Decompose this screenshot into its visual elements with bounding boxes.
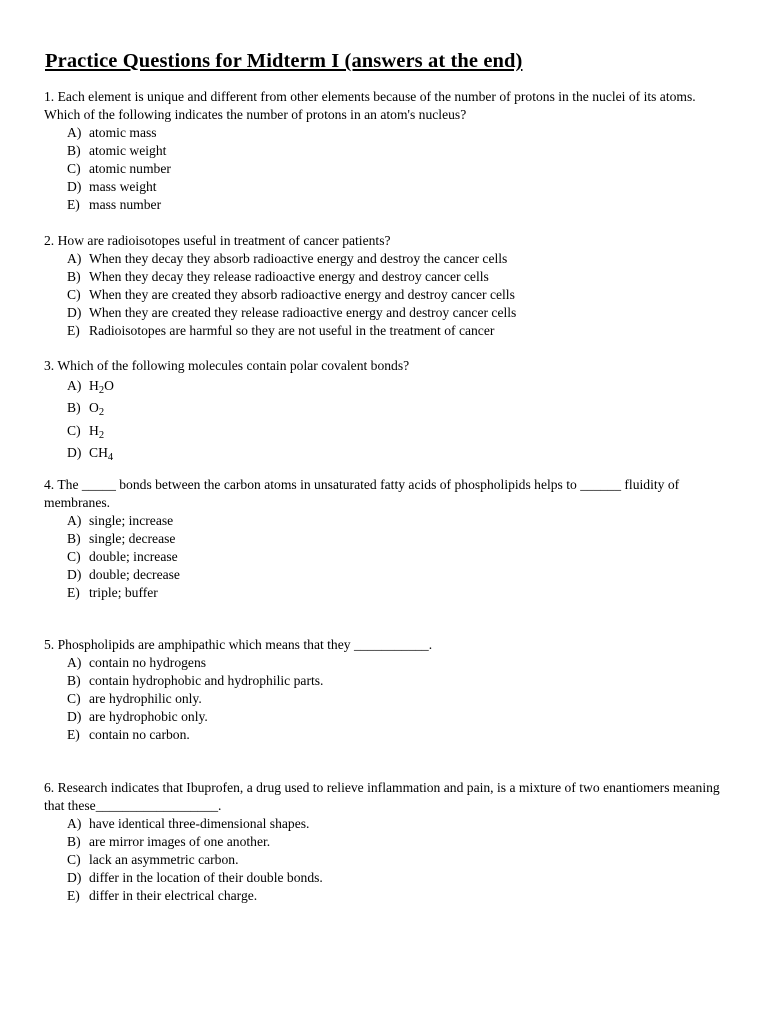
option-letter: D)	[67, 709, 82, 725]
answer-option	[67, 566, 728, 584]
answer-options	[44, 815, 728, 905]
formula-element: H	[89, 422, 99, 438]
answer-option	[67, 322, 728, 340]
question-6	[44, 779, 728, 905]
answer-option	[67, 887, 728, 905]
answer-option	[67, 178, 728, 196]
answer-option	[67, 815, 728, 833]
question-2	[44, 232, 728, 340]
option-text: triple; buffer	[89, 585, 158, 601]
option-letter: A)	[67, 655, 82, 671]
option-letter: B)	[67, 143, 81, 158]
chemical-formula	[89, 397, 104, 419]
answer-option	[67, 726, 728, 744]
option-text: single; decrease	[89, 531, 176, 547]
option-text: are hydrophobic only.	[89, 709, 208, 725]
option-text: atomic mass	[89, 125, 157, 140]
option-letter: B)	[67, 269, 81, 284]
answer-option	[67, 442, 728, 464]
option-letter: C)	[67, 852, 81, 868]
chemical-formula	[89, 420, 104, 442]
page-title: Practice Questions for Midterm I (answers at the end)	[45, 50, 523, 72]
question-stem: 6. Research indicates that Ibuprofen, a drug used to relieve inflammation and pain, is a mixture of two enantiomers meaning that these__________________.	[44, 780, 720, 814]
answer-option	[67, 548, 728, 566]
option-letter: A)	[67, 513, 82, 529]
option-letter: A)	[67, 125, 82, 140]
option-letter: C)	[67, 161, 81, 176]
answer-option	[67, 851, 728, 869]
option-text: contain no carbon.	[89, 727, 190, 743]
answer-options	[44, 375, 728, 464]
option-letter: D)	[67, 179, 82, 194]
answer-option	[67, 512, 728, 530]
option-text: differ in the location of their double bonds.	[89, 870, 323, 886]
question-1	[44, 88, 728, 214]
option-letter: D)	[67, 567, 82, 583]
formula-element: H	[89, 378, 99, 393]
option-text: lack an asymmetric carbon.	[89, 852, 239, 868]
option-text: When they are created they absorb radioactive energy and destroy cancer cells	[89, 287, 515, 302]
answer-option	[67, 250, 728, 268]
question-stem: 4. The _____ bonds between the carbon atoms in unsaturated fatty acids of phospholipids helps to ______ fluidity of membranes.	[44, 477, 680, 511]
option-text: double; increase	[89, 549, 178, 565]
answer-option	[67, 142, 728, 160]
option-letter: C)	[67, 691, 81, 707]
option-letter: E)	[67, 197, 80, 212]
option-text: contain no hydrogens	[89, 655, 207, 671]
option-text: are mirror images of one another.	[89, 834, 271, 850]
formula-subscript: 2	[98, 407, 105, 419]
answer-option	[67, 530, 728, 548]
question-stem: 5. Phospholipids are amphipathic which means that they ___________.	[44, 637, 433, 653]
answer-option	[67, 654, 728, 672]
formula-element: CH	[89, 444, 108, 460]
formula-element: O	[89, 400, 99, 416]
option-text: atomic weight	[89, 143, 167, 158]
chemical-formula	[89, 375, 114, 397]
option-text: atomic number	[89, 161, 171, 176]
question-4	[44, 476, 728, 602]
answer-option	[67, 196, 728, 214]
option-letter: E)	[67, 585, 80, 601]
answer-option	[67, 124, 728, 142]
question-stem: 1. Each element is unique and different from other elements because of the number of protons in the nuclei of its atoms. Which of the following indicates the number of protons in an atom's nucleus?	[44, 89, 696, 122]
question-3	[44, 357, 728, 464]
question-stem: 2. How are radioisotopes useful in treatment of cancer patients?	[44, 233, 391, 248]
answer-option	[67, 869, 728, 887]
option-letter: A)	[67, 251, 82, 266]
option-letter: B)	[67, 400, 81, 416]
option-letter: D)	[67, 305, 82, 320]
option-text: When they are created they release radioactive energy and destroy cancer cells	[89, 305, 517, 320]
answer-option	[67, 672, 728, 690]
option-text: mass weight	[89, 179, 157, 194]
option-letter: A)	[67, 378, 82, 393]
option-letter: B)	[67, 531, 81, 547]
option-letter: C)	[67, 422, 81, 438]
option-text: differ in their electrical charge.	[89, 888, 258, 904]
answer-options	[44, 654, 728, 744]
answer-option	[67, 708, 728, 726]
option-letter: E)	[67, 888, 80, 904]
option-letter: B)	[67, 673, 81, 689]
answer-option	[67, 286, 728, 304]
option-letter: E)	[67, 727, 80, 743]
option-text: contain hydrophobic and hydrophilic parts.	[89, 673, 324, 689]
answer-option	[67, 160, 728, 178]
option-letter: C)	[67, 287, 81, 302]
answer-options	[44, 124, 728, 214]
option-text: have identical three-dimensional shapes.	[89, 816, 310, 832]
formula-subscript: 2	[98, 429, 105, 441]
option-text: single; increase	[89, 513, 174, 529]
formula-subscript: 4	[107, 451, 114, 463]
formula-element: O	[104, 378, 114, 393]
option-letter: D)	[67, 444, 82, 460]
option-letter: E)	[67, 323, 80, 338]
option-letter: A)	[67, 816, 82, 832]
question-stem: 3. Which of the following molecules contain polar covalent bonds?	[44, 358, 410, 373]
answer-option	[67, 397, 728, 419]
answer-options	[44, 250, 728, 340]
answer-option	[67, 304, 728, 322]
question-5	[44, 636, 728, 744]
option-text: Radioisotopes are harmful so they are not useful in the treatment of cancer	[89, 323, 495, 338]
option-text: When they decay they release radioactive energy and destroy cancer cells	[89, 269, 489, 284]
answer-option	[67, 833, 728, 851]
option-letter: B)	[67, 834, 81, 850]
option-text: are hydrophilic only.	[89, 691, 202, 707]
answer-option	[67, 690, 728, 708]
option-text: When they decay they absorb radioactive energy and destroy the cancer cells	[89, 251, 508, 266]
option-text: mass number	[89, 197, 162, 212]
answer-option	[67, 268, 728, 286]
answer-option	[67, 420, 728, 442]
answer-option	[67, 584, 728, 602]
option-letter: C)	[67, 549, 81, 565]
option-text: double; decrease	[89, 567, 180, 583]
formula-subscript: 2	[98, 385, 105, 396]
answer-options	[44, 512, 728, 602]
chemical-formula	[89, 442, 113, 464]
option-letter: D)	[67, 870, 82, 886]
answer-option	[67, 375, 728, 397]
